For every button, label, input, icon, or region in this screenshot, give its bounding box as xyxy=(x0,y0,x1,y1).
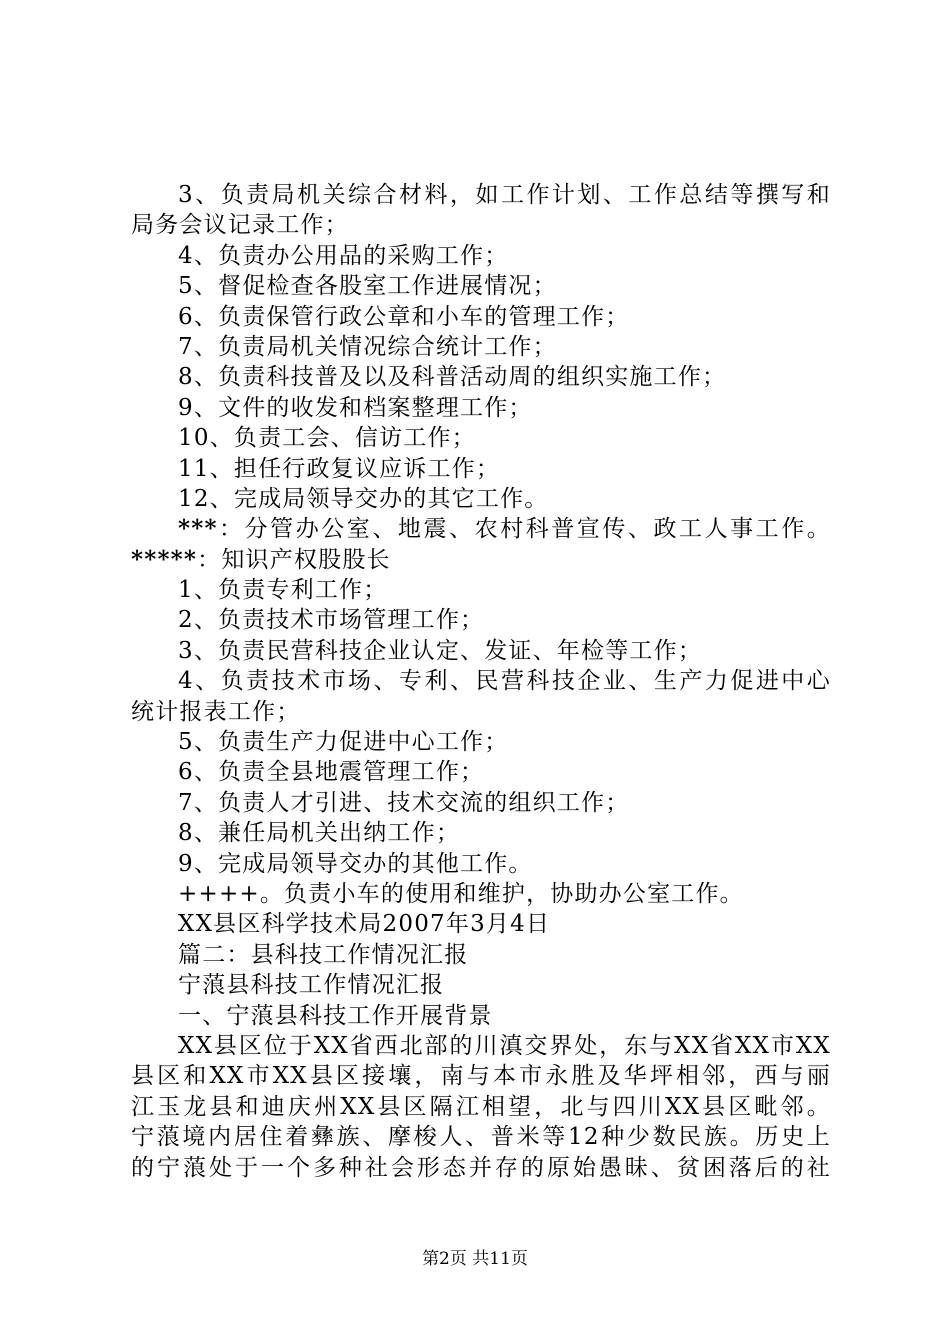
text-line: 2、负责技术市场管理工作； xyxy=(178,607,485,634)
text-line: 5、负责生产力促进中心工作； xyxy=(178,729,509,756)
text-line: 1、负责专利工作； xyxy=(178,577,388,604)
text-line: 11、担任行政复议应诉工作； xyxy=(178,455,501,482)
asterisk-marker: *** xyxy=(178,515,218,543)
text-line: 宁蒗县科技工作情况汇报 xyxy=(178,972,445,999)
text-line: ++++。负责小车的使用和维护，协助办公室工作。 xyxy=(178,880,744,907)
text-line: 篇二：县科技工作情况汇报 xyxy=(178,941,469,968)
text-line: 7、负责局机关情况综合统计工作； xyxy=(178,333,557,360)
text-line: 5、督促检查各股室工作进展情况； xyxy=(178,273,557,300)
text-line: 县区和XX市XX县区接壤，南与本市永胜及华坪相邻，西与丽 xyxy=(131,1063,831,1090)
text-line: 7、负责人才引进、技术交流的组织工作； xyxy=(178,789,630,816)
text-line: 4、负责办公用品的采购工作； xyxy=(178,242,509,269)
text-line: 局务会议记录工作； xyxy=(131,212,349,239)
line-text: ：知识产权股股长 xyxy=(197,546,391,573)
text-line: 3、负责局机关综合材料，如工作计划、工作总结等撰写和 xyxy=(178,182,831,208)
text-line xyxy=(131,545,831,575)
text-line: 宁蒗境内居住着彝族、摩梭人、普米等12种少数民族。历史上 xyxy=(131,1124,831,1151)
text-line: 3、负责民营科技企业认定、发证、年检等工作； xyxy=(178,637,703,664)
text-line: 统计报表工作； xyxy=(131,698,301,725)
text-line: 12、完成局领导交办的其它工作。 xyxy=(178,485,549,512)
text-line: 9、文件的收发和档案整理工作； xyxy=(178,394,533,421)
text-line: 6、负责保管行政公章和小车的管理工作； xyxy=(178,303,630,330)
text-line: XX县区位于XX省西北部的川滇交界处，东与XX省XX市XX xyxy=(178,1032,831,1059)
page-footer: 第2页 共11页 xyxy=(422,1249,528,1269)
line-text: ：分管办公室、地震、农村科普宣传、政工人事工作。 xyxy=(217,516,831,543)
text-line: 4、负责技术市场、专利、民营科技企业、生产力促进中心 xyxy=(178,668,831,695)
text-line: 8、兼任局机关出纳工作； xyxy=(178,820,461,847)
document-body xyxy=(131,180,831,1183)
text-line: 一、宁蒗县科技工作开展背景 xyxy=(178,1002,493,1029)
text-line xyxy=(131,514,831,544)
text-line: 的宁蒗处于一个多种社会形态并存的原始愚昧、贫困落后的社 xyxy=(131,1154,831,1181)
asterisk-marker: ***** xyxy=(131,545,198,573)
text-line: 10、负责工会、信访工作； xyxy=(178,425,476,452)
text-line: 6、负责全县地震管理工作； xyxy=(178,759,485,786)
text-line: 8、负责科技普及以及科普活动周的组织实施工作； xyxy=(178,364,727,391)
text-line: 江玉龙县和迪庆州XX县区隔江相望，北与四川XX县区毗邻。 xyxy=(131,1093,831,1120)
text-line: XX县区科学技术局2007年3月4日 xyxy=(178,911,551,938)
text-line: 9、完成局领导交办的其他工作。 xyxy=(178,850,533,877)
